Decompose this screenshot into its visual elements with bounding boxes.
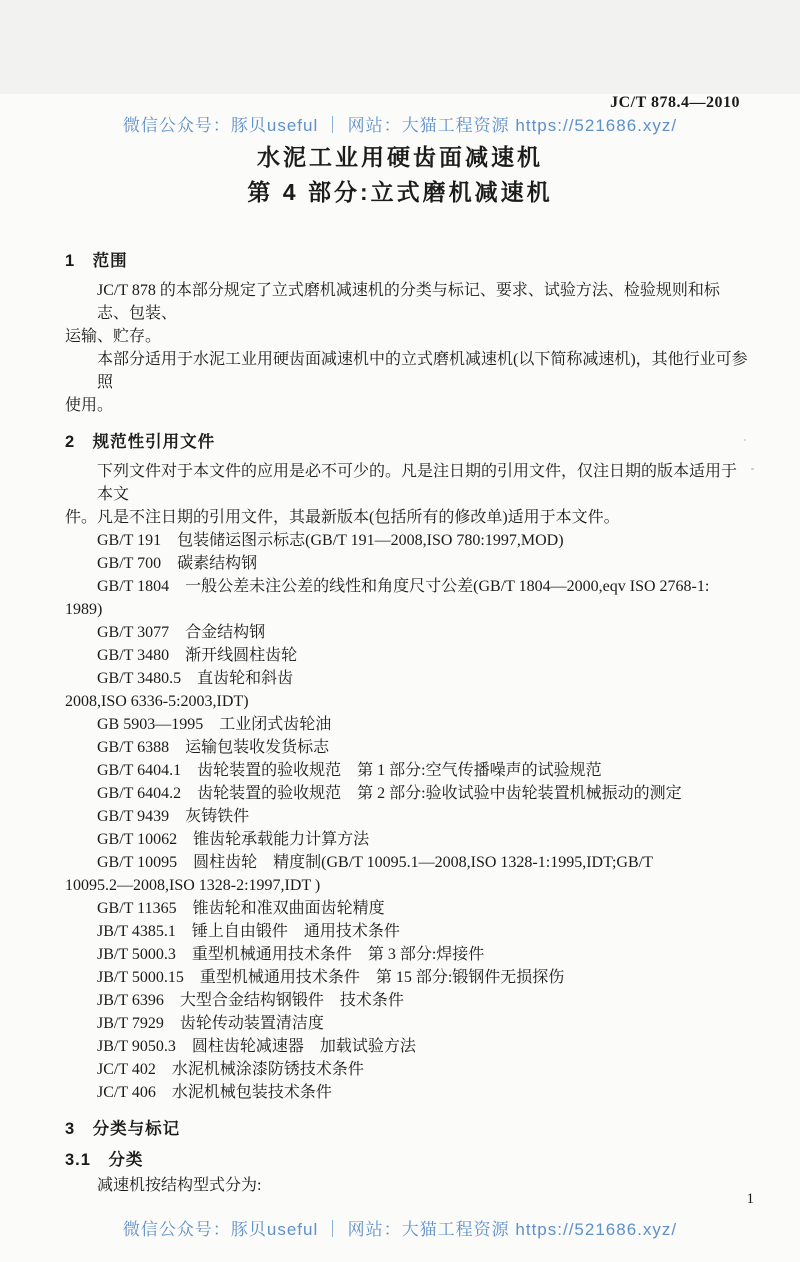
- text-line: 2008,ISO 6336-5:2003,IDT): [65, 693, 249, 710]
- text-line: JC/T 402 水泥机械涂漆防锈技术条件: [97, 1061, 364, 1078]
- text-line: JB/T 7929 齿轮传动装置清洁度: [97, 1015, 324, 1032]
- body-lines: [65, 250, 748, 1197]
- text-line: 使用。: [65, 397, 114, 414]
- text-line: GB/T 191 包装储运图示标志(GB/T 191—2008,ISO 780:1997,MOD): [97, 532, 564, 549]
- text-line: 运输、贮存。: [65, 328, 162, 345]
- document-title-line1: 水泥工业用硬齿面减速机: [257, 144, 543, 170]
- text-line: GB/T 6404.2 齿轮装置的验收规范 第 2 部分:验收试验中齿轮装置机械振动的测定: [97, 785, 682, 802]
- text-line: GB/T 9439 灰铸铁件: [97, 808, 250, 825]
- text-line: GB/T 700 碳素结构钢: [97, 555, 258, 572]
- scan-speck: [751, 468, 754, 470]
- text-line: GB/T 3077 合金结构钢: [97, 624, 266, 641]
- text-line: GB/T 6404.1 齿轮装置的验收规范 第 1 部分:空气传播噪声的试验规范: [97, 762, 602, 779]
- text-line: JB/T 5000.15 重型机械通用技术条件 第 15 部分:锻钢件无损探伤: [97, 969, 565, 986]
- text-line: GB 5903—1995 工业闭式齿轮油: [97, 716, 332, 733]
- text-line: GB/T 6388 运输包装收发货标志: [97, 739, 330, 756]
- text-line: GB/T 3480 渐开线圆柱齿轮: [97, 647, 298, 664]
- text-line: 本部分适用于水泥工业用硬齿面减速机中的立式磨机减速机(以下简称减速机)，其他行业可参照: [97, 351, 748, 391]
- text-line: 1989): [65, 601, 103, 618]
- document-page: [0, 94, 800, 1262]
- text-line: 减速机按结构型式分为:: [97, 1177, 262, 1194]
- standard-number: JC/T 878.4—2010: [610, 94, 740, 111]
- scan-speck: [744, 439, 746, 441]
- section-heading: 3 分类与标记: [65, 1120, 181, 1138]
- page-number: 1: [746, 1191, 754, 1207]
- text-line: JB/T 5000.3 重型机械通用技术条件 第 3 部分:焊接件: [97, 946, 485, 963]
- text-line: GB/T 11365 锥齿轮和准双曲面齿轮精度: [97, 900, 385, 917]
- text-line: GB/T 3480.5 直齿轮和斜齿: [97, 670, 294, 687]
- text-line: 下列文件对于本文件的应用是必不可少的。凡是注日期的引用文件，仅注日期的版本适用于本文: [97, 463, 738, 503]
- document-title-line2: 第 4 部分:立式磨机减速机: [247, 179, 553, 205]
- text-line: JC/T 878 的本部分规定了立式磨机减速机的分类与标记、要求、试验方法、检验规则和标志、包装、: [97, 282, 720, 322]
- text-line: GB/T 10095 圆柱齿轮 精度制(GB/T 10095.1—2008,ISO 1328-1:1995,IDT;GB/T: [97, 854, 653, 871]
- section-heading: 2 规范性引用文件: [65, 433, 216, 451]
- document-title: [0, 140, 800, 210]
- section-heading: 1 范围: [65, 252, 128, 270]
- text-line: 件。凡是不注日期的引用文件，其最新版本(包括所有的修改单)适用于本文件。: [65, 509, 620, 526]
- text-line: GB/T 10062 锥齿轮承载能力计算方法: [97, 831, 370, 848]
- text-line: JC/T 406 水泥机械包装技术条件: [97, 1084, 332, 1101]
- text-line: JB/T 6396 大型合金结构钢锻件 技术条件: [97, 992, 404, 1009]
- watermark-bottom: 微信公众号：豚贝useful ｜ 网站：大猫工程资源 https://521686.xyz/: [122, 1220, 678, 1239]
- section-heading: 3.1 分类: [65, 1151, 144, 1169]
- text-line: GB/T 1804 一般公差未注公差的线性和角度尺寸公差(GB/T 1804—2000,eqv ISO 2768-1:: [97, 578, 710, 595]
- text-line: 10095.2—2008,ISO 1328-2:1997,IDT ): [65, 877, 321, 894]
- text-line: JB/T 9050.3 圆柱齿轮减速器 加载试验方法: [97, 1038, 416, 1055]
- text-line: JB/T 4385.1 锤上自由锻件 通用技术条件: [97, 923, 400, 940]
- watermark-top: 微信公众号：豚贝useful ｜ 网站：大猫工程资源 https://521686.xyz/: [122, 116, 678, 135]
